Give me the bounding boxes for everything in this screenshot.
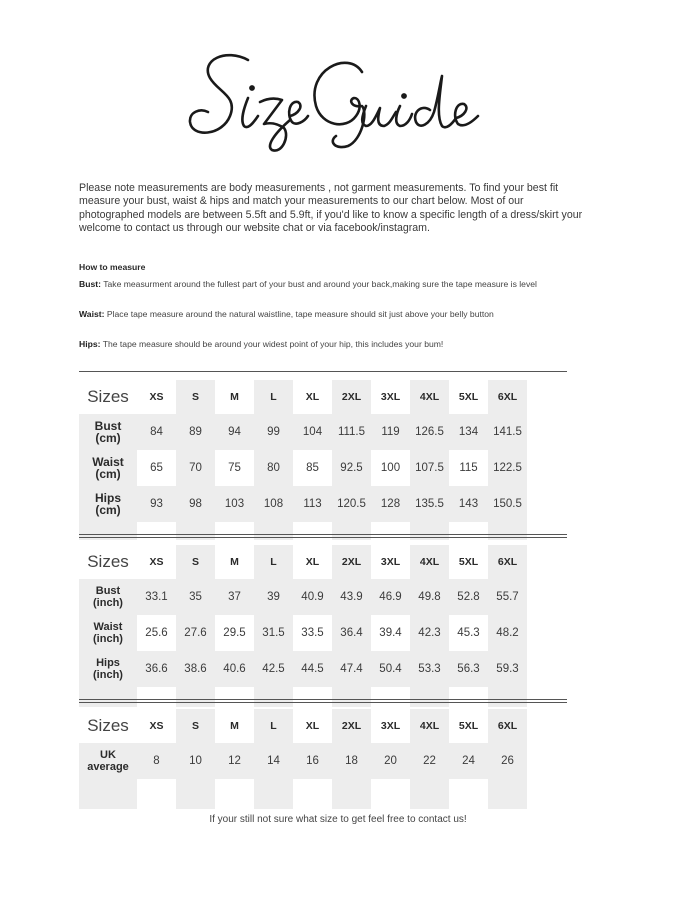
size-header-cell: XL — [305, 391, 320, 403]
size-header-cell: 6XL — [488, 380, 527, 414]
table-cell: 126.5 — [410, 414, 449, 450]
table-cell: 52.8 — [449, 579, 488, 615]
table-cell: 47.4 — [332, 651, 371, 687]
hips-instruction — [79, 339, 579, 351]
row-label-unit: (inch) — [93, 597, 123, 609]
table-row — [79, 486, 527, 522]
table-divider — [79, 534, 567, 538]
row-label-name: Hips — [96, 657, 120, 669]
bust-label: Bust: — [79, 279, 101, 289]
size-header-cell: XS — [149, 391, 164, 403]
table-cell: 26 — [488, 743, 527, 779]
bust-instruction — [79, 279, 579, 291]
table-row — [79, 414, 527, 450]
row-label — [79, 450, 137, 486]
size-header-cell: 3XL — [380, 720, 401, 732]
size-header-cell: 6XL — [488, 545, 527, 579]
row-label-name: Bust — [95, 585, 121, 597]
bust-text: Take measurment around the fullest part of your bust and around your back,making sure the tape measure is level — [100, 279, 537, 289]
waist-instruction — [79, 309, 579, 321]
row-label-unit: average — [87, 761, 129, 773]
size-guide-title — [186, 46, 486, 156]
table-cell: 108 — [254, 486, 293, 522]
table-cell: 36.4 — [332, 615, 371, 651]
table-cell: 33.5 — [301, 627, 324, 639]
size-header-cell: XS — [149, 720, 164, 732]
table-cell: 35 — [176, 579, 215, 615]
size-header-cell: 5XL — [458, 720, 479, 732]
table-cell: 14 — [254, 743, 293, 779]
sizes-label: Sizes — [87, 716, 129, 735]
table-cell: 37 — [215, 579, 254, 615]
table-cell: 89 — [176, 414, 215, 450]
table-divider — [79, 699, 567, 703]
table-cell: 85 — [306, 462, 319, 474]
table-cell: 103 — [215, 486, 254, 522]
row-label — [79, 486, 137, 522]
table-cell: 12 — [215, 743, 254, 779]
size-header-cell: S — [176, 545, 215, 579]
hips-label: Hips: — [79, 339, 101, 349]
size-header-cell: 4XL — [410, 709, 449, 743]
table-cell: 75 — [228, 462, 241, 474]
footer-note: If your still not sure what size to get feel free to contact us! — [209, 814, 467, 825]
size-header-cell: 4XL — [410, 545, 449, 579]
size-header-cell: 2XL — [332, 709, 371, 743]
row-label-unit: (inch) — [93, 669, 123, 681]
size-header-cell: 6XL — [488, 709, 527, 743]
sizes-label: Sizes — [87, 387, 129, 406]
size-header-cell: S — [176, 709, 215, 743]
size-header-cell: L — [254, 380, 293, 414]
row-label-name: Bust — [94, 418, 122, 433]
table-cell: 50.4 — [371, 651, 410, 687]
table-cell: 128 — [371, 486, 410, 522]
table-cell: 104 — [293, 414, 332, 450]
table-cell: 93 — [137, 486, 176, 522]
size-table-uk — [79, 709, 527, 809]
table-cell: 16 — [293, 743, 332, 779]
table-cell: 42.5 — [254, 651, 293, 687]
sizes-label: Sizes — [87, 552, 129, 571]
size-header-cell: M — [230, 556, 239, 568]
table-cell: 29.5 — [223, 627, 246, 639]
table-cell: 48.2 — [488, 615, 527, 651]
row-label — [79, 579, 137, 615]
row-label — [79, 743, 137, 779]
size-header-cell: 4XL — [410, 380, 449, 414]
table-cell: 40.9 — [293, 579, 332, 615]
row-label-unit: (inch) — [93, 633, 123, 645]
table-cell: 98 — [176, 486, 215, 522]
row-label-unit: (cm) — [95, 503, 121, 517]
table-cell: 84 — [137, 414, 176, 450]
table-cell: 40.6 — [215, 651, 254, 687]
row-label-name: Hips — [94, 490, 121, 505]
table-cell: 39.4 — [379, 627, 402, 639]
table-cell: 119 — [371, 414, 410, 450]
table-cell: 8 — [137, 743, 176, 779]
size-table-inch — [79, 545, 527, 707]
row-label-name: Waist — [93, 621, 123, 633]
table-cell: 80 — [254, 450, 293, 486]
size-header-row — [79, 709, 527, 743]
table-cell: 70 — [176, 450, 215, 486]
table-row — [79, 450, 527, 486]
table-cell: 59.3 — [488, 651, 527, 687]
table-row — [79, 743, 527, 779]
table-cell: 55.7 — [488, 579, 527, 615]
table-cell: 111.5 — [332, 414, 371, 450]
table-cell: 113 — [293, 486, 332, 522]
size-header-row — [79, 545, 527, 579]
size-table-cm — [79, 380, 527, 540]
table-cell: 100 — [380, 462, 401, 474]
table-cell: 31.5 — [254, 615, 293, 651]
table-cell: 25.6 — [145, 627, 168, 639]
size-header-cell: XL — [305, 720, 320, 732]
row-label-unit: (cm) — [95, 467, 121, 481]
size-header-cell: 3XL — [380, 556, 401, 568]
size-header-cell: 5XL — [458, 391, 479, 403]
size-header-cell: 2XL — [332, 380, 371, 414]
size-header-cell: M — [230, 720, 239, 732]
waist-text: Place tape measure around the natural waistline, tape measure should sit just above your belly button — [104, 309, 494, 319]
table-cell: 107.5 — [410, 450, 449, 486]
table-divider — [79, 371, 567, 372]
size-header-cell: XL — [305, 556, 320, 568]
table-cell: 39 — [254, 579, 293, 615]
table-row — [79, 579, 527, 615]
table-cell: 134 — [449, 414, 488, 450]
table-cell: 92.5 — [332, 450, 371, 486]
table-cell: 42.3 — [410, 615, 449, 651]
table-cell: 99 — [254, 414, 293, 450]
table-cell: 141.5 — [488, 414, 527, 450]
table-cell: 27.6 — [176, 615, 215, 651]
row-label-name: Waist — [92, 454, 124, 469]
table-row — [79, 615, 527, 651]
row-label — [79, 414, 137, 450]
intro-paragraph: Please note measurements are body measurements , not garment measurements. To find your best fit measure your bust, waist & hips and match your measurements to our chart below. Most of our photographed models are between 5.5ft and 5.9ft, if you'd like to know a specific length of a dress/skirt your welcome to contact us through our website chat or via facebook/instagram. — [79, 182, 583, 235]
hips-text: The tape measure should be around your widest point of your hip, this includes your bum! — [100, 339, 444, 349]
size-header-cell: 5XL — [458, 556, 479, 568]
table-cell: 43.9 — [332, 579, 371, 615]
table-row — [79, 651, 527, 687]
row-label-name: UK — [100, 749, 116, 761]
table-cell: 143 — [449, 486, 488, 522]
table-cell: 150.5 — [488, 486, 527, 522]
size-header-cell: L — [254, 545, 293, 579]
size-header-cell: M — [230, 391, 239, 403]
title-text: Size Guide — [186, 46, 191, 47]
table-cell: 120.5 — [332, 486, 371, 522]
table-cell: 53.3 — [410, 651, 449, 687]
size-header-cell: XS — [149, 556, 164, 568]
table-cell: 65 — [150, 462, 163, 474]
waist-label: Waist: — [79, 309, 105, 319]
table-cell: 94 — [215, 414, 254, 450]
spacer-row — [79, 779, 527, 809]
table-cell: 24 — [449, 743, 488, 779]
table-cell: 135.5 — [410, 486, 449, 522]
spacer-row — [79, 687, 527, 707]
size-header-cell: L — [254, 709, 293, 743]
table-cell: 36.6 — [137, 651, 176, 687]
size-header-row — [79, 380, 527, 414]
table-cell: 122.5 — [488, 450, 527, 486]
table-cell: 38.6 — [176, 651, 215, 687]
table-cell: 22 — [410, 743, 449, 779]
size-header-cell: S — [176, 380, 215, 414]
table-cell: 115 — [459, 462, 478, 474]
table-cell: 45.3 — [457, 627, 480, 639]
table-cell: 56.3 — [449, 651, 488, 687]
table-cell: 49.8 — [410, 579, 449, 615]
size-header-cell: 3XL — [380, 391, 401, 403]
row-label — [79, 651, 137, 687]
table-cell: 10 — [176, 743, 215, 779]
row-label — [79, 615, 137, 651]
how-to-measure-heading: How to measure — [79, 262, 146, 272]
table-cell: 46.9 — [371, 579, 410, 615]
table-cell: 20 — [371, 743, 410, 779]
size-header-cell: 2XL — [332, 545, 371, 579]
table-cell: 18 — [332, 743, 371, 779]
row-label-unit: (cm) — [95, 431, 121, 445]
table-cell: 44.5 — [293, 651, 332, 687]
table-cell: 33.1 — [137, 579, 176, 615]
